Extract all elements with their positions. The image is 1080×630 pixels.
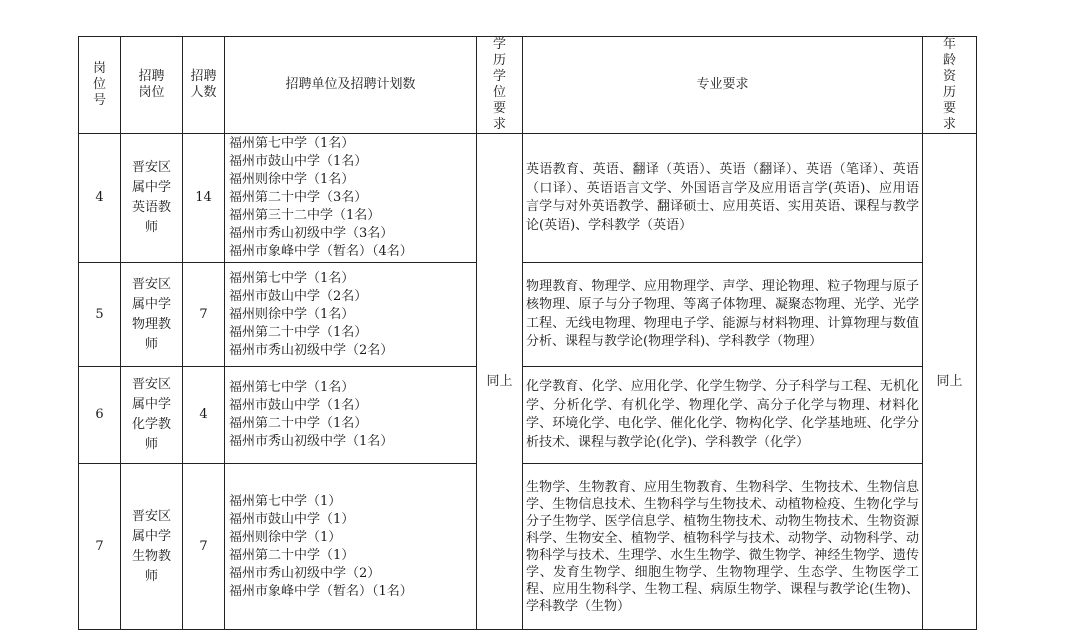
post-name: 晋安区属中学英语教师 [121, 134, 183, 263]
header-units: 招聘单位及招聘计划数 [225, 37, 477, 134]
table-row [79, 367, 977, 464]
post-no: 4 [79, 134, 121, 263]
unit-item: 福州则徐中学（1） [229, 529, 342, 545]
unit-item: 福州第二十中学（1名） [229, 324, 368, 340]
unit-item: 福州市象峰中学（暂名）（4名） [229, 244, 413, 259]
unit-item: 福州第二十中学（1名） [229, 416, 368, 431]
table-row [79, 134, 977, 263]
unit-item: 福州市秀山初级中学（3名） [229, 226, 394, 241]
post-no: 7 [79, 464, 121, 630]
post-no: 6 [79, 367, 121, 464]
unit-list [225, 134, 477, 263]
unit-item: 福州市象峰中学（暂名）（1名） [229, 583, 413, 599]
unit-item: 福州市秀山初级中学（1名） [229, 434, 394, 449]
unit-item: 福州市鼓山中学（2名） [229, 288, 368, 304]
header-post-name: 招聘岗位 [121, 37, 183, 134]
post-name: 晋安区属中学生物教师 [121, 464, 183, 630]
hire-count: 7 [183, 464, 225, 630]
table-row [79, 464, 977, 630]
major-requirement: 生物学、生物教育、应用生物教育、生物科学、生物技术、生物信息学、生物信息技术、生物科学与生物技术、动植物检疫、生物化学与分子生物学、医学信息学、植物生物技术、动物生物技术、生物资源科学、生物安全、植物学、植物科学与技术、动物学、动物科学、动物科学与技术、生理学、水生生物学、微生物学、神经生物学、遗传学、发育生物学、细胞生物学、生物物理学、生态学、生物医学工程、应用生物科学、生物工程、病原生物学、课程与教学论(生物)、学科教学（生物） [523, 464, 923, 630]
header-education: 学历学位要求 [477, 37, 523, 134]
major-requirement: 化学教育、化学、应用化学、化学生物学、分子科学与工程、无机化学、分析化学、有机化学、物理化学、高分子化学与物理、材料化学、环境化学、电化学、催化化学、物构化学、化学基地班、化学分析技术、课程与教学论(化学)、学科教学（化学） [523, 367, 923, 464]
age-requirement: 同上 [923, 134, 977, 630]
unit-item: 福州市秀山初级中学（2名） [229, 342, 394, 358]
header-row [79, 37, 977, 134]
post-no: 5 [79, 263, 121, 367]
unit-item: 福州第七中学（1名） [229, 380, 355, 395]
unit-item: 福州第七中学（1名） [229, 270, 355, 286]
hire-count: 4 [183, 367, 225, 464]
post-name: 晋安区属中学化学教师 [121, 367, 183, 464]
unit-item: 福州市鼓山中学（1名） [229, 154, 368, 169]
header-post-no: 岗位号 [79, 37, 121, 134]
header-count: 招聘人数 [183, 37, 225, 134]
major-requirement: 物理教育、物理学、应用物理学、声学、理论物理、粒子物理与原子核物理、原子与分子物理、等离子体物理、凝聚态物理、光学、光学工程、无线电物理、物理电子学、能源与材料物理、计算物理与数值分析、课程与教学论(物理学科)、学科教学（物理） [523, 263, 923, 367]
post-name: 晋安区属中学物理教师 [121, 263, 183, 367]
unit-item: 福州第七中学（1名） [229, 136, 355, 151]
hire-count: 14 [183, 134, 225, 263]
unit-item: 福州市鼓山中学（1名） [229, 398, 368, 413]
unit-list [225, 367, 477, 464]
table-row [79, 263, 977, 367]
header-major: 专业要求 [523, 37, 923, 134]
header-age: 年龄资历要求 [923, 37, 977, 134]
recruitment-table [78, 36, 977, 630]
major-requirement: 英语教育、英语、翻译（英语）、英语（翻译）、英语（笔译）、英语（口译）、英语语言文学、外国语言学及应用语言学(英语)、应用语言学与对外英语教学、翻译硕士、应用英语、实用英语、课程与教学论(英语)、学科教学（英语） [523, 134, 923, 263]
education-requirement: 同上 [477, 134, 523, 630]
hire-count: 7 [183, 263, 225, 367]
unit-item: 福州则徐中学（1名） [229, 172, 355, 187]
unit-item: 福州则徐中学（1名） [229, 306, 355, 322]
unit-item: 福州市秀山初级中学（2） [229, 565, 381, 581]
unit-item: 福州第七中学（1） [229, 493, 342, 509]
unit-item: 福州市鼓山中学（1） [229, 511, 355, 527]
unit-list [225, 464, 477, 630]
unit-item: 福州第二十中学（1） [229, 547, 355, 563]
unit-item: 福州第三十二中学（1名） [229, 208, 381, 223]
unit-list [225, 263, 477, 367]
unit-item: 福州第二十中学（3名） [229, 190, 368, 205]
